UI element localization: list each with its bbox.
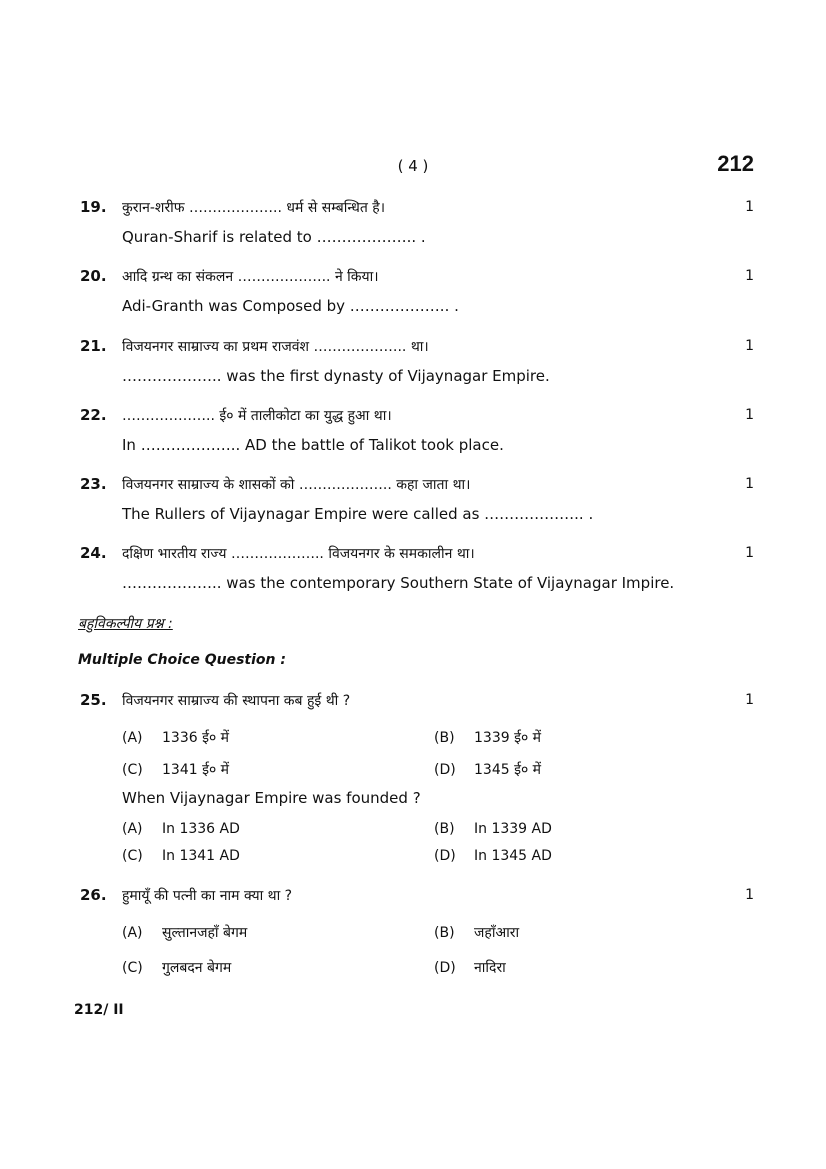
option-b-hindi: (B) 1339 ई० में	[434, 730, 542, 746]
question-number: 19.	[80, 198, 107, 216]
question-english: ……………….. was the first dynasty of Vijaynagar Empire.	[122, 367, 550, 385]
question-number: 24.	[80, 544, 107, 562]
question-english: Quran-Sharif is related to ……………….. .	[122, 228, 426, 246]
question-hindi: विजयनगर साम्राज्य का प्रथम राजवंश ……………….. था।	[122, 339, 429, 355]
question-hindi: कुरान-शरीफ ……………….. धर्म से सम्बन्धित है।	[122, 200, 386, 216]
question-marks: 1	[745, 268, 754, 284]
paper-code-top: 212	[717, 151, 754, 176]
option-d: (D) नादिरा	[434, 960, 506, 976]
option-b-english: (B) In 1339 AD	[434, 821, 552, 837]
question-number: 23.	[80, 475, 107, 493]
question-hindi: दक्षिण भारतीय राज्य ……………….. विजयनगर के समकालीन था।	[122, 546, 475, 562]
question-marks: 1	[745, 545, 754, 561]
question-marks: 1	[745, 887, 754, 903]
option-c: (C) गुलबदन बेगम	[122, 960, 232, 976]
question-marks: 1	[745, 407, 754, 423]
question-english: Adi-Granth was Composed by ……………….. .	[122, 297, 459, 315]
option-b: (B) जहाँआरा	[434, 925, 520, 941]
option-a-english: (A) In 1336 AD	[122, 821, 240, 837]
section-heading-english: Multiple Choice Question :	[78, 652, 286, 668]
question-marks: 1	[745, 338, 754, 354]
question-number: 22.	[80, 406, 107, 424]
question-marks: 1	[745, 476, 754, 492]
option-d-english: (D) In 1345 AD	[434, 848, 552, 864]
option-a: (A) सुल्तानजहाँ बेगम	[122, 925, 248, 941]
question-english: ……………….. was the contemporary Southern State of Vijaynagar Impire.	[122, 574, 675, 592]
option-c-hindi: (C) 1341 ई० में	[122, 762, 230, 778]
question-english: In ……………….. AD the battle of Talikot took place.	[122, 436, 504, 454]
option-a-hindi: (A) 1336 ई० में	[122, 730, 230, 746]
question-english: When Vijaynagar Empire was founded ?	[122, 789, 421, 807]
question-english: The Rullers of Vijaynagar Empire were called as ……………….. .	[122, 505, 594, 523]
question-hindi: विजयनगर साम्राज्य के शासकों को ……………….. कहा जाता था।	[122, 477, 471, 493]
question-number: 25.	[80, 691, 107, 709]
option-d-hindi: (D) 1345 ई० में	[434, 762, 542, 778]
question-number: 20.	[80, 267, 107, 285]
question-hindi: आदि ग्रन्थ का संकलन ……………….. ने किया।	[122, 269, 379, 285]
question-number: 21.	[80, 337, 107, 355]
question-marks: 1	[745, 199, 754, 215]
option-c-english: (C) In 1341 AD	[122, 848, 240, 864]
question-hindi: विजयनगर साम्राज्य की स्थापना कब हुई थी ?	[122, 693, 351, 709]
question-number: 26.	[80, 886, 107, 904]
paper-code-footer: 212/ II	[74, 1002, 124, 1018]
page-number: ( 4 )	[397, 157, 429, 175]
question-hindi: ……………….. ई० में तालीकोटा का युद्ध हुआ था।	[122, 408, 392, 424]
question-hindi: हुमायूँ की पत्नी का नाम क्या था ?	[122, 888, 293, 904]
section-heading-hindi: बहुविकल्पीय प्रश्न :	[78, 616, 173, 632]
question-marks: 1	[745, 692, 754, 708]
